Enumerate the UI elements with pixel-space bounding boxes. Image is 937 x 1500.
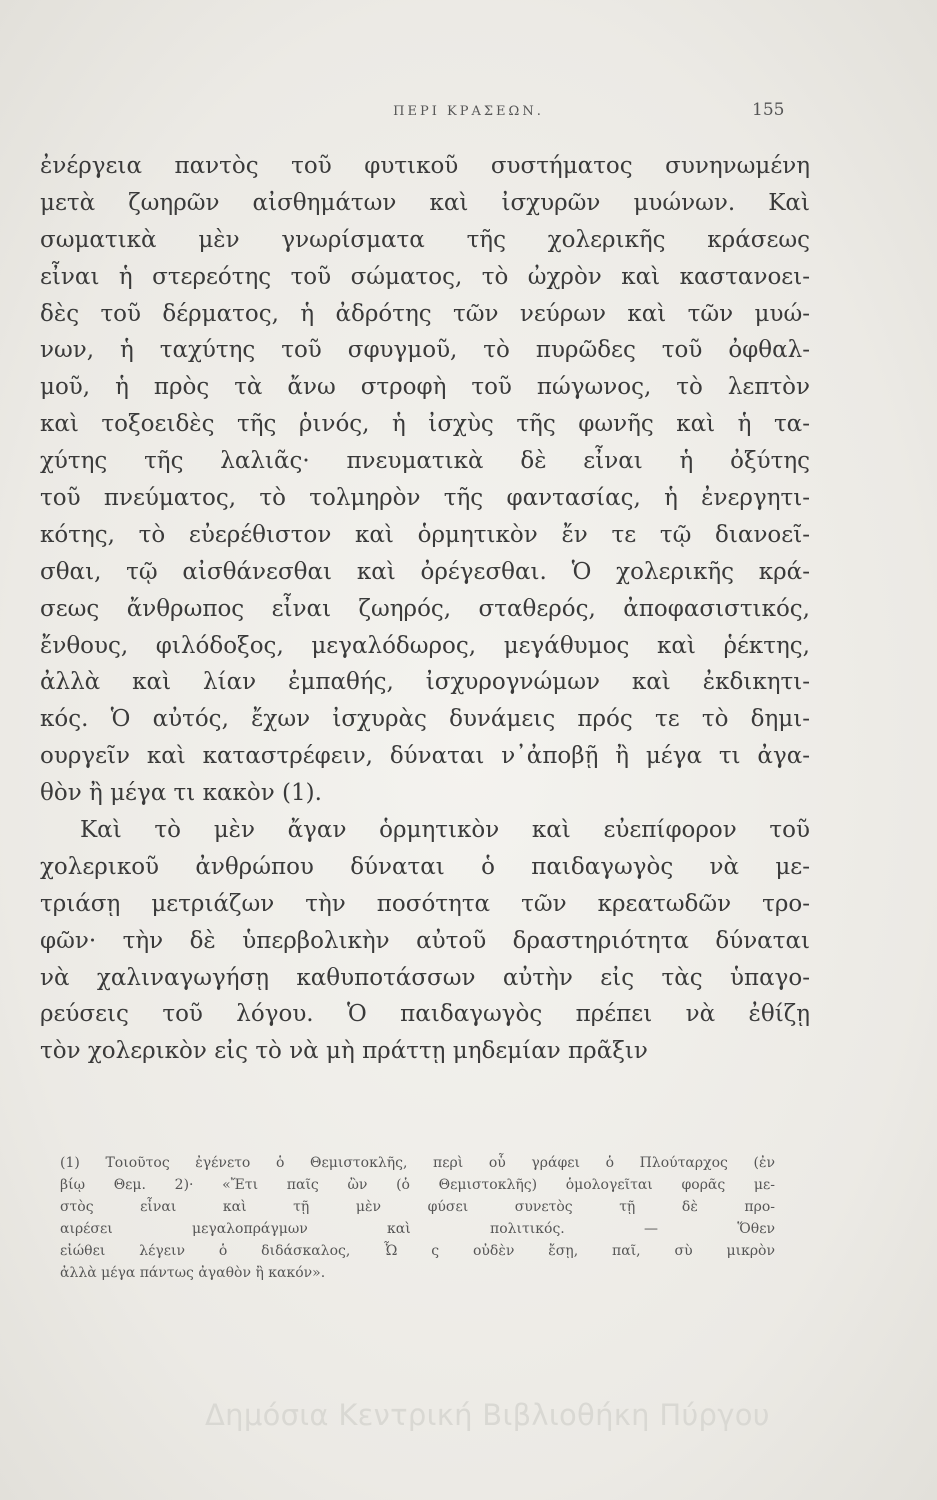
text-line: μοῦ, ἡ πρὸς τὰ ἄνω στροφὴ τοῦ πώγωνος, τὸ λεπτὸν — [40, 374, 810, 401]
text-line: χύτης τῆς λαλιᾶς· πνευματικὰ δὲ εἶναι ἡ ὀξύτης — [40, 448, 810, 475]
footnote-line: (1) Τοιοῦτος ἐγένετο ὁ Θεμιστοκλῆς, περὶ οὗ γράφει ὁ Πλούταρχος (ἐν — [60, 1155, 775, 1171]
text-line: φῶν· τὴν δὲ ὑπερβολικὴν αὐτοῦ δραστηριότητα δύναται — [40, 927, 810, 954]
footnote-line: ἀλλὰ μέγα πάντως ἀγαθὸν ἢ κακόν». — [60, 1265, 326, 1281]
text-line: τριάσῃ μετριάζων τὴν ποσότητα τῶν κρεατωδῶν τρο- — [40, 890, 810, 917]
text-line: ἔνθους, φιλόδοξος, μεγαλόδωρος, μεγάθυμος καὶ ῥέκτης, — [40, 632, 810, 659]
text-line: ρεύσεις τοῦ λόγου. Ὁ παιδαγωγὸς πρέπει νὰ ἐθίζῃ — [40, 1001, 810, 1028]
footnote-line: αιρέσει μεγαλοπράγμων καὶ πολιτικός. — Ὅθεν — [60, 1221, 775, 1237]
text-line: σωματικὰ μὲν γνωρίσματα τῆς χολερικῆς κράσεως — [40, 226, 810, 253]
text-line: κότης, τὸ εὐερέθιστον καὶ ὁρμητικὸν ἔν τε τῷ διανοεῖ- — [40, 521, 810, 548]
text-line: τοῦ πνεύματος, τὸ τολμηρὸν τῆς φαντασίας, ἡ ἐνεργητι- — [40, 485, 810, 512]
text-line: ἀλλὰ καὶ λίαν ἐμπαθής, ἰσχυρογνώμων καὶ ἐκδικητι- — [40, 669, 810, 696]
footnote-line: βίῳ Θεμ. 2)· «Ἔτι παῖς ὢν (ὁ Θεμιστοκλῆς) ὁμολογεῖται φορᾶς με- — [60, 1177, 775, 1193]
text-line: τὸν χολερικὸν εἰς τὸ νὰ μὴ πράττῃ μηδεμίαν πρᾶξιν — [40, 1038, 648, 1065]
text-line: θὸν ἢ μέγα τι κακὸν (1). — [40, 780, 322, 807]
text-line: εἶναι ἡ στερεότης τοῦ σώματος, τὸ ὠχρὸν καὶ καστανοει- — [40, 263, 810, 290]
text-line: Καὶ τὸ μὲν ἄγαν ὁρμητικὸν καὶ εὐεπίφορον τοῦ — [80, 817, 810, 844]
text-line: δὲς τοῦ δέρματος, ἡ ἀδρότης τῶν νεύρων καὶ τῶν μυώ- — [40, 300, 810, 327]
footnote — [60, 1152, 775, 1284]
text-line: σθαι, τῷ αἰσθάνεσθαι καὶ ὀρέγεσθαι. Ὁ χολερικῆς κρά- — [40, 558, 810, 585]
text-line: σεως ἄνθρωπος εἶναι ζωηρός, σταθερός, ἀποφασιστικός, — [40, 595, 810, 622]
text-line: ουργεῖν καὶ καταστρέφειν, δύναται ν᾿ἀποβῇ ἢ μέγα τι ἀγα- — [40, 743, 810, 770]
text-line: νὰ χαλιναγωγήσῃ καθυποτάσσων αὐτὴν εἰς τὰς ὑπαγο- — [40, 964, 810, 991]
text-line: νων, ἡ ταχύτης τοῦ σφυγμοῦ, τὸ πυρῶδες τοῦ ὀφθαλ- — [40, 337, 810, 364]
main-text — [40, 148, 810, 1070]
text-line: καὶ τοξοειδὲς τῆς ῥινός, ἡ ἰσχὺς τῆς φωνῆς καὶ ἡ τα- — [40, 411, 810, 438]
page-number: 155 — [752, 100, 785, 120]
footnote-line: στὸς εἶναι καὶ τῇ μὲν φύσει συνετὸς τῇ δὲ προ- — [60, 1199, 775, 1215]
text-line: χολερικοῦ ἀνθρώπου δύναται ὁ παιδαγωγὸς νὰ με- — [40, 853, 810, 880]
text-line: ἐνέργεια παντὸς τοῦ φυτικοῦ συστήματος συνηνωμένη — [40, 153, 810, 179]
running-title: ΠΕΡΙ ΚΡΑΣΕΩΝ. — [393, 104, 544, 119]
library-watermark: Δημόσια Κεντρική Βιβλιοθήκη Πύργου — [205, 1398, 770, 1432]
footnote-line: εἰώθει λέγειν ὁ διδάσκαλος, Ὦ ς οὐδὲν ἔσῃ, παῖ, σὺ μικρὸν — [60, 1243, 775, 1259]
text-line: κός. Ὁ αὐτός, ἔχων ἰσχυρὰς δυνάμεις πρός τε τὸ δημι- — [40, 706, 810, 733]
text-line: μετὰ ζωηρῶν αἰσθημάτων καὶ ἰσχυρῶν μυώνων. Καὶ — [40, 189, 810, 216]
